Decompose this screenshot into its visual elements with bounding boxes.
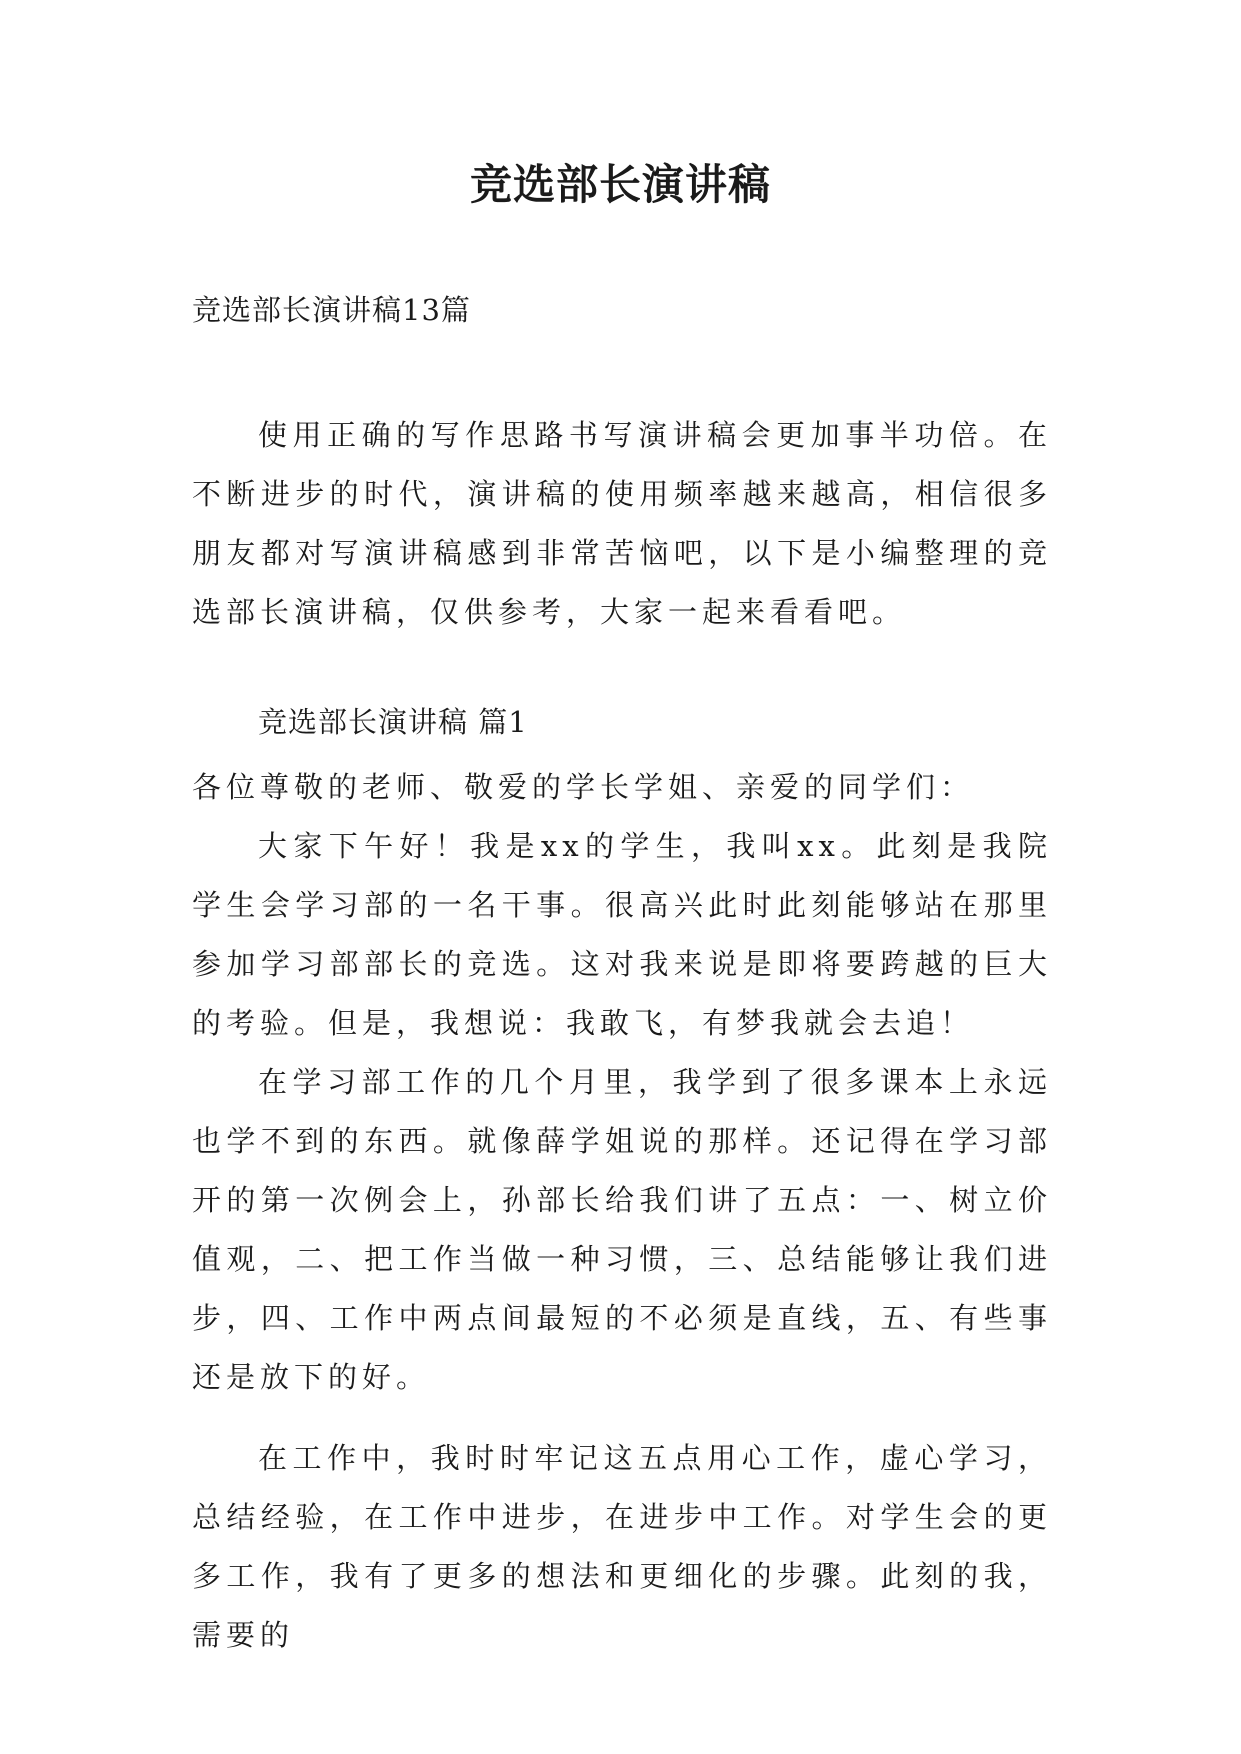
section-heading: 竞选部长演讲稿 篇1 — [258, 705, 528, 739]
body-paragraph: 在工作中，我时时牢记这五点用心工作，虚心学习，总结经验，在工作中进步，在进步中工作。对学生会的更多工作，我有了更多的想法和更细化的步骤。此刻的我，需要的 — [192, 1441, 1052, 1652]
intro-paragraph: 使用正确的写作思路书写演讲稿会更加事半功倍。在不断进步的时代，演讲稿的使用频率越来越高，相信很多朋友都对写演讲稿感到非常苦恼吧，以下是小编整理的竞选部长演讲稿，仅供参考，大家一起来看看吧。 — [192, 418, 1052, 629]
body-text — [192, 758, 1052, 1665]
body-paragraph: 大家下午好！我是xx的学生，我叫xx。此刻是我院学生会学习部的一名干事。很高兴此时此刻能够站在那里参加学习部部长的竞选。这对我来说是即将要跨越的巨大的考验。但是，我想说：我敢飞，有梦我就会去追！ — [192, 829, 1052, 1040]
salutation-paragraph: 各位尊敬的老师、敬爱的学长学姐、亲爱的同学们： — [192, 770, 975, 804]
body-paragraph: 在学习部工作的几个月里，我学到了很多课本上永远也学不到的东西。就像薛学姐说的那样。还记得在学习部开的第一次例会上，孙部长给我们讲了五点：一、树立价值观，二、把工作当做一种习惯，三、总结能够让我们进步，四、工作中两点间最短的不必须是直线，五、有些事还是放下的好。 — [192, 1065, 1052, 1394]
document-title: 竞选部长演讲稿 — [469, 160, 771, 209]
document-subtitle: 竞选部长演讲稿13篇 — [192, 293, 471, 327]
